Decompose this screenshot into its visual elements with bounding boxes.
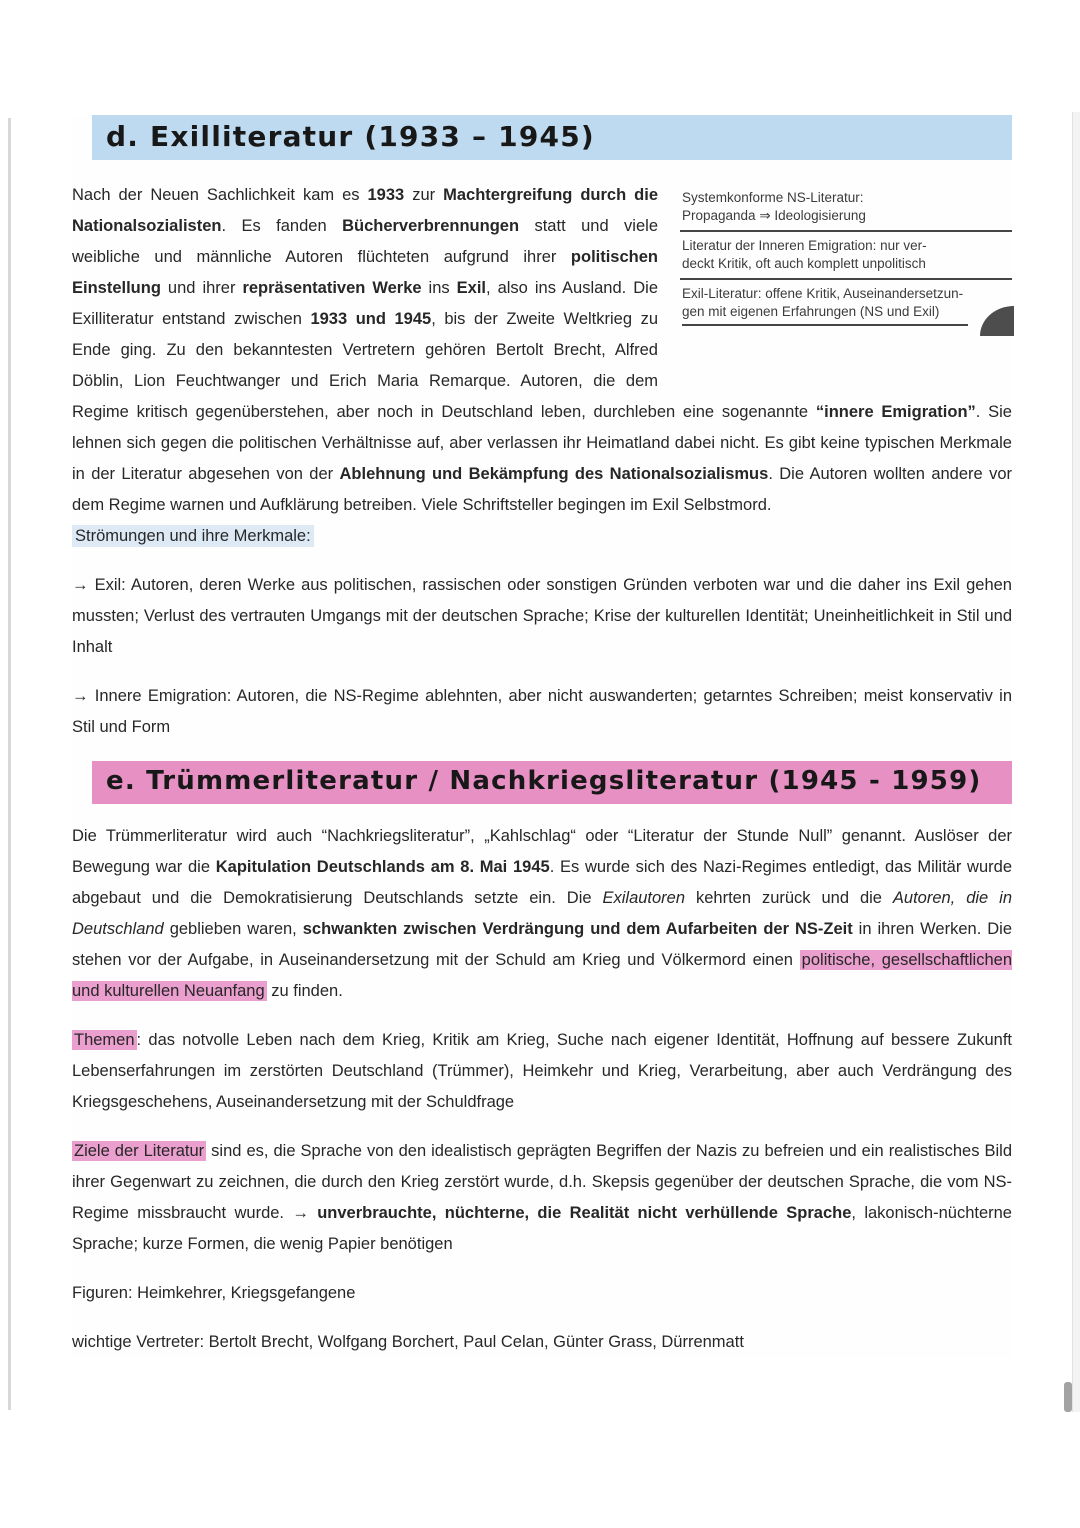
sidebar-divider bbox=[682, 324, 968, 326]
paragraph-truemmerliteratur-intro: Die Trümmerliteratur wird auch “Nachkriegsliteratur”, „Kahlschlag“ oder “Literatur der Stunde Null” genannt. Auslöser der Bewegung war die Kapitulation Deutschlands am 8. Mai 1945. Es wurde sich des Nazi-Regimes entledigt, das Militär wurde abgebaut und die Demokratisierung Deutschlands setzte ein. Die Exilautoren kehrten zurück und die Autoren, die in Deutschland geblieben waren, schwankten zwischen Verdrängung und dem Aufarbeiten der NS-Zeit in ihren Werken. Die stehen vor der Aufgabe, in Auseinandersetzung mit der Schuld am Krieg und Völkermord einen politische, gesellschaftlichen und kulturellen Neuanfang zu finden. bbox=[72, 827, 1013, 1001]
sidebar-entry-line: Propaganda ⇒ Ideologisierung bbox=[682, 207, 866, 223]
sidebar-entry-line: gen mit eigenen Erfahrungen (NS und Exil) bbox=[682, 303, 940, 319]
paragraph-themen: Themen : das notvolle Leben nach dem Krieg, Kritik am Krieg, Suche nach eigener Identität, Hoffnung auf bessere Zukunft Lebenserfahrungen im zerstörten Deutschland (Trümmer), Heimkehr und Krieg, Verarbeitung, aber auch Verdrängung des Kriegsgeschehens, Auseinandersetzung mit der Schuldfrage bbox=[72, 1031, 1012, 1112]
section-d-intro-block bbox=[72, 180, 1012, 521]
paragraph-wichtige-vertreter: wichtige Vertreter: Bertolt Brecht, Wolfgang Borchert, Paul Celan, Günter Grass, Dürrenmatt bbox=[72, 1333, 744, 1352]
paragraph-figuren: Figuren: Heimkehrer, Kriegsgefangene bbox=[72, 1284, 356, 1303]
sidebar-entry-line: Systemkonforme NS-Literatur: bbox=[682, 190, 864, 206]
sidebar-entry-line: Literatur der Inneren Emigration: nur ver- bbox=[682, 238, 927, 254]
scrollbar-thumb[interactable] bbox=[1064, 1382, 1072, 1412]
bullet-exil: → Exil: Autoren, deren Werke aus politischen, rassischen oder sonstigen Gründen verboten war und die daher ins Exil gehen mussten; Verlust des vertrauten Umgangs mit der deutschen Sprache; Krise der kulturellen Identität; Uneinheitlichkeit in Stil und Inhalt bbox=[72, 576, 1012, 657]
page-edge-left bbox=[8, 118, 11, 1410]
section-d-heading: d. Exilliteratur (1933 – 1945) bbox=[92, 115, 1012, 160]
scrollbar-track[interactable] bbox=[1072, 112, 1080, 1412]
sidebar-entry-line: deckt Kritik, oft auch komplett unpolitisch bbox=[682, 255, 926, 271]
paragraph-ziele: Ziele der Literatur sind es, die Sprache von den idealistisch geprägten Begriffen der Nazis zu befreien und ein realistisches Bild ihrer Gegenwart zu zeichnen, die durch den Krieg zerstört wurde, d.h. Skepsis gegenüber der deutschen Sprache, die vom NS-Regime missbraucht wurde. → unverbrauchte, nüchterne, die Realität nicht verhüllende Sprache, lakonisch-nüchterne Sprache; kurze Formen, die wenig Papier benötigen bbox=[72, 1142, 1012, 1254]
section-e-heading: e. Trümmerliteratur / Nachkriegsliteratur (1945 - 1959) bbox=[92, 761, 1012, 804]
document-page bbox=[72, 115, 1012, 1358]
sidebar-entry-line: Exil-Literatur: offene Kritik, Auseinandersetzun- bbox=[682, 286, 964, 302]
sidebar-entry-exil-literatur bbox=[680, 280, 1012, 332]
ns-literature-overview-box bbox=[680, 184, 1012, 332]
paragraph-exilliteratur-intro: Nach der Neuen Sachlichkeit kam es 1933 zur Machtergreifung durch die Nationalsozialisten. Es fanden Bücherverbrennungen statt und viele weibliche und männliche Autoren flüchteten aufgrund ihrer politischen Einstellung und ihrer repräsentativen Werke ins Exil, also ins Ausland. Die Exilliteratur entstand zwischen 1933 und 1945, bis der Zweite Weltkrieg zu Ende ging. Zu den bekanntesten Vertretern gehören Bertolt Brecht, Alfred Döblin, Lion Feuchtwanger und Erich Maria Remarque. Autoren, die dem Regime kritisch gegenüberstehen, aber noch in Deutschland leben, durchleben eine sogenannte “innere Emigration”. Sie lehnen sich gegen die politischen Verhältnisse auf, aber verlassen ihr Heimatland dabei nicht. Es gibt keine typischen Merkmale in der Literatur abgesehen von der Ablehnung und Bekämpfung des Nationalsozialismus. Die Autoren wollten andere vor dem Regime warnen und Aufklärung betreiben. Viele Schriftsteller begingen im Exil Selbstmord. bbox=[72, 186, 1012, 515]
bullet-innere-emigration: → Innere Emigration: Autoren, die NS-Regime ablehnten, aber nicht auswanderten; getarntes Schreiben; meist konservativ in Stil und Form bbox=[72, 687, 1012, 737]
sidebar-entry-innere-emigration bbox=[680, 232, 1012, 280]
subheading-stroemungen: Strömungen und ihre Merkmale: bbox=[72, 521, 1012, 552]
sidebar-entry-systemkonform bbox=[680, 184, 1012, 232]
